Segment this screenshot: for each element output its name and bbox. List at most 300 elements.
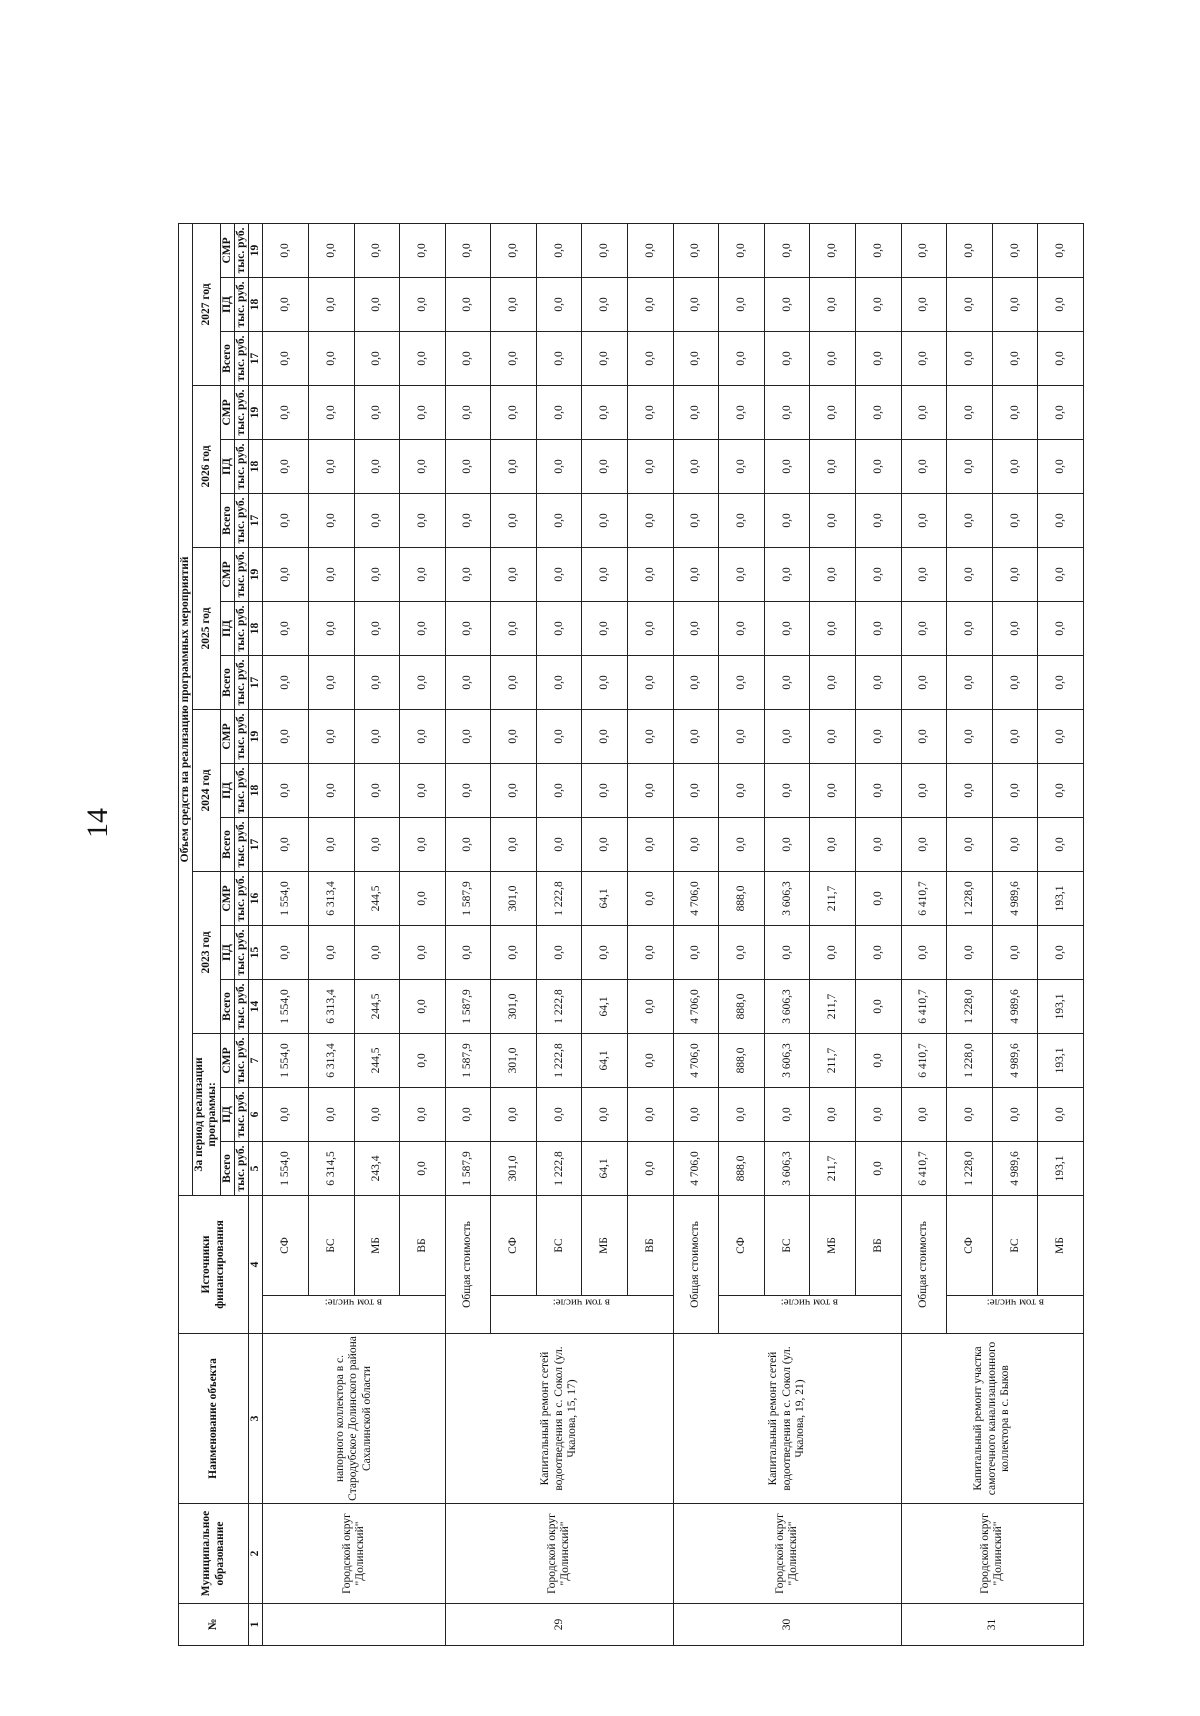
value-cell: 0,0 (400, 277, 446, 331)
value-cell: 1 222,8 (536, 979, 582, 1033)
header-row-1 (179, 61, 193, 1645)
value-cell: 0,0 (354, 763, 400, 817)
value-cell: 0,0 (536, 331, 582, 385)
page-number: 14 (81, 808, 114, 838)
value-cell: 0,0 (263, 655, 309, 709)
value-cell: 0,0 (719, 223, 765, 277)
header-sub-sub_2025-2: СМР (220, 547, 234, 601)
value-cell: 0,0 (628, 601, 674, 655)
value-cell: 0,0 (354, 601, 400, 655)
total-label: Общая стоимость (445, 1195, 491, 1333)
value-cell: 0,0 (1038, 709, 1084, 763)
header-sub-sub_2026-1: ПД (220, 439, 234, 493)
municipality-cell: Городской округ "Долинский" (263, 1504, 445, 1604)
value-cell: 0,0 (856, 817, 902, 871)
municipality-cell: Городской округ "Долинский" (445, 1504, 673, 1604)
header-unit: тыс. руб. (234, 223, 248, 277)
value-cell: 0,0 (1038, 655, 1084, 709)
value-cell: 0,0 (810, 439, 856, 493)
value-cell: 64,1 (582, 871, 628, 925)
value-cell: 0,0 (582, 655, 628, 709)
value-cell: 0,0 (856, 1087, 902, 1141)
value-cell: 1 228,0 (947, 979, 993, 1033)
value-cell: 0,0 (354, 1087, 400, 1141)
value-cell: 0,0 (445, 331, 491, 385)
value-cell: 0,0 (901, 547, 947, 601)
value-cell: 0,0 (400, 223, 446, 277)
value-cell: 0,0 (810, 385, 856, 439)
value-cell: 0,0 (628, 493, 674, 547)
value-cell: 0,0 (901, 655, 947, 709)
value-cell: 1 554,0 (263, 979, 309, 1033)
value-cell: 0,0 (810, 277, 856, 331)
value-cell: 0,0 (901, 439, 947, 493)
header-unit: тыс. руб. (234, 979, 248, 1033)
value-cell: 0,0 (764, 925, 810, 979)
municipality-cell: Городской округ "Долинский" (673, 1504, 901, 1604)
value-cell: 6 314,5 (308, 1141, 354, 1195)
value-cell: 0,0 (536, 655, 582, 709)
value-cell: 0,0 (582, 439, 628, 493)
value-cell: 0,0 (263, 223, 309, 277)
value-cell: 0,0 (856, 655, 902, 709)
value-cell: 1 587,9 (445, 1033, 491, 1087)
value-cell: 0,0 (764, 655, 810, 709)
value-cell: 0,0 (947, 925, 993, 979)
rotated-table-wrapper (178, 64, 1084, 1646)
header-sub-sub_period-2: СМР (220, 1033, 234, 1087)
column-number: 19 (249, 547, 263, 601)
header-sub-sub_2025-1: ПД (220, 601, 234, 655)
value-cell: 0,0 (354, 223, 400, 277)
value-cell: 0,0 (536, 763, 582, 817)
value-cell: 0,0 (536, 925, 582, 979)
header-sub-sub_2023-1: ПД (220, 925, 234, 979)
value-cell: 0,0 (628, 655, 674, 709)
value-cell: 0,0 (628, 1033, 674, 1087)
value-cell: 3 606,3 (764, 871, 810, 925)
value-cell: 4 989,6 (992, 871, 1038, 925)
value-cell: 0,0 (628, 817, 674, 871)
row-number: 31 (901, 1604, 1083, 1646)
header-object: Наименование объекта (179, 1334, 249, 1504)
value-cell: 0,0 (947, 385, 993, 439)
source-code: МБ (582, 1195, 628, 1295)
total-label: Общая стоимость (901, 1195, 947, 1333)
row-number: 30 (673, 1604, 901, 1646)
value-cell: 0,0 (354, 655, 400, 709)
including-label (491, 1296, 673, 1334)
column-number: 6 (249, 1087, 263, 1141)
value-cell: 1 222,8 (536, 1141, 582, 1195)
value-cell: 0,0 (536, 277, 582, 331)
value-cell: 0,0 (856, 979, 902, 1033)
header-sub-sub_2027-0: Всего (220, 331, 234, 385)
value-cell: 0,0 (992, 277, 1038, 331)
value-cell: 3 606,3 (764, 1033, 810, 1087)
value-cell: 0,0 (582, 601, 628, 655)
value-cell: 0,0 (1038, 1087, 1084, 1141)
value-cell: 0,0 (856, 439, 902, 493)
value-cell: 211,7 (810, 1141, 856, 1195)
value-cell: 0,0 (628, 709, 674, 763)
column-number: 19 (249, 385, 263, 439)
value-cell: 0,0 (491, 709, 537, 763)
value-cell: 0,0 (992, 601, 1038, 655)
header-unit: тыс. руб. (234, 1141, 248, 1195)
value-cell: 0,0 (901, 817, 947, 871)
value-cell: 193,1 (1038, 871, 1084, 925)
value-cell: 4 706,0 (673, 871, 719, 925)
value-cell: 0,0 (308, 331, 354, 385)
value-cell: 0,0 (628, 871, 674, 925)
value-cell: 301,0 (491, 979, 537, 1033)
value-cell: 0,0 (582, 277, 628, 331)
column-number: 2 (249, 1504, 263, 1604)
value-cell: 0,0 (263, 817, 309, 871)
header-sub-sub_2027-2: СМР (220, 223, 234, 277)
value-cell: 0,0 (901, 601, 947, 655)
value-cell: 1 587,9 (445, 979, 491, 1033)
header-unit: тыс. руб. (234, 601, 248, 655)
column-number: 15 (249, 925, 263, 979)
value-cell: 0,0 (719, 763, 765, 817)
value-cell: 0,0 (901, 763, 947, 817)
value-cell: 0,0 (947, 1087, 993, 1141)
table-row (263, 61, 309, 1645)
value-cell: 301,0 (491, 1141, 537, 1195)
value-cell: 0,0 (400, 331, 446, 385)
value-cell: 0,0 (992, 1087, 1038, 1141)
value-cell: 0,0 (719, 925, 765, 979)
value-cell: 0,0 (947, 493, 993, 547)
value-cell: 0,0 (992, 655, 1038, 709)
value-cell: 0,0 (719, 1087, 765, 1141)
header-period: За период реализации программы: (193, 1033, 220, 1195)
value-cell: 0,0 (354, 817, 400, 871)
value-cell: 0,0 (810, 331, 856, 385)
value-cell: 0,0 (810, 925, 856, 979)
value-cell: 0,0 (673, 655, 719, 709)
value-cell: 1 228,0 (947, 1033, 993, 1087)
value-cell: 0,0 (308, 547, 354, 601)
value-cell: 193,1 (1038, 1141, 1084, 1195)
header-sub-sub_2026-2: СМР (220, 385, 234, 439)
value-cell: 0,0 (810, 709, 856, 763)
value-cell: 888,0 (719, 1141, 765, 1195)
value-cell: 0,0 (354, 439, 400, 493)
value-cell: 0,0 (947, 709, 993, 763)
value-cell: 1 228,0 (947, 871, 993, 925)
value-cell: 0,0 (992, 439, 1038, 493)
value-cell: 211,7 (810, 1033, 856, 1087)
object-name-cell: Капитальный ремонт сетей водоотведения в с. Сокол (ул. Чкалова, 19, 21) (673, 1334, 901, 1504)
value-cell: 0,0 (400, 763, 446, 817)
value-cell: 0,0 (947, 763, 993, 817)
source-code: СФ (947, 1195, 993, 1295)
value-cell: 4 989,6 (992, 979, 1038, 1033)
value-cell: 0,0 (400, 493, 446, 547)
value-cell: 0,0 (263, 385, 309, 439)
value-cell: 0,0 (491, 223, 537, 277)
value-cell: 0,0 (901, 1087, 947, 1141)
column-number: 7 (249, 1033, 263, 1087)
value-cell: 0,0 (491, 439, 537, 493)
header-sub-sub_2024-1: ПД (220, 763, 234, 817)
value-cell: 0,0 (947, 601, 993, 655)
value-cell: 0,0 (673, 925, 719, 979)
value-cell: 0,0 (719, 493, 765, 547)
value-cell: 0,0 (445, 385, 491, 439)
value-cell: 0,0 (582, 385, 628, 439)
header-sources: Источники финансирования (179, 1195, 249, 1333)
header-unit: тыс. руб. (234, 493, 248, 547)
value-cell: 211,7 (810, 979, 856, 1033)
column-number: 17 (249, 493, 263, 547)
value-cell: 0,0 (719, 385, 765, 439)
value-cell: 1 222,8 (536, 1033, 582, 1087)
value-cell: 301,0 (491, 1033, 537, 1087)
value-cell: 0,0 (992, 223, 1038, 277)
value-cell: 0,0 (856, 1141, 902, 1195)
value-cell: 0,0 (856, 493, 902, 547)
value-cell: 0,0 (445, 709, 491, 763)
value-cell: 0,0 (536, 601, 582, 655)
row-number: 29 (445, 1604, 673, 1646)
value-cell: 4 706,0 (673, 1033, 719, 1087)
value-cell: 0,0 (856, 709, 902, 763)
value-cell: 0,0 (445, 223, 491, 277)
value-cell: 888,0 (719, 1033, 765, 1087)
including-label (719, 1296, 901, 1334)
value-cell: 0,0 (719, 601, 765, 655)
value-cell: 0,0 (308, 385, 354, 439)
value-cell: 0,0 (400, 385, 446, 439)
value-cell: 0,0 (400, 709, 446, 763)
value-cell: 0,0 (810, 1087, 856, 1141)
value-cell: 0,0 (764, 439, 810, 493)
value-cell: 6 410,7 (901, 979, 947, 1033)
value-cell: 0,0 (810, 547, 856, 601)
value-cell: 0,0 (536, 493, 582, 547)
header-sub-sub_period-0: Всего (220, 1141, 234, 1195)
value-cell: 0,0 (491, 493, 537, 547)
value-cell: 0,0 (491, 601, 537, 655)
header-unit: тыс. руб. (234, 331, 248, 385)
value-cell: 0,0 (901, 277, 947, 331)
column-number: 18 (249, 277, 263, 331)
column-number: 1 (249, 1604, 263, 1646)
value-cell: 0,0 (445, 493, 491, 547)
value-cell: 0,0 (263, 709, 309, 763)
value-cell: 0,0 (445, 817, 491, 871)
value-cell: 0,0 (536, 1087, 582, 1141)
source-code: СФ (719, 1195, 765, 1295)
value-cell: 4 989,6 (992, 1141, 1038, 1195)
column-number: 18 (249, 601, 263, 655)
value-cell: 0,0 (582, 709, 628, 763)
value-cell: 0,0 (673, 547, 719, 601)
value-cell: 0,0 (901, 709, 947, 763)
value-cell: 0,0 (1038, 331, 1084, 385)
value-cell: 0,0 (400, 817, 446, 871)
value-cell: 0,0 (947, 547, 993, 601)
value-cell: 0,0 (354, 385, 400, 439)
value-cell: 1 554,0 (263, 871, 309, 925)
value-cell: 0,0 (673, 439, 719, 493)
value-cell: 0,0 (673, 385, 719, 439)
value-cell: 0,0 (673, 709, 719, 763)
value-cell: 0,0 (856, 1033, 902, 1087)
value-cell: 0,0 (719, 709, 765, 763)
value-cell: 0,0 (1038, 817, 1084, 871)
value-cell: 0,0 (856, 385, 902, 439)
including-label (947, 1296, 1084, 1334)
value-cell: 0,0 (400, 655, 446, 709)
value-cell: 0,0 (400, 979, 446, 1033)
source-code: БС (764, 1195, 810, 1295)
value-cell: 0,0 (400, 1141, 446, 1195)
value-cell: 0,0 (856, 331, 902, 385)
table-body (263, 61, 1084, 1645)
source-code: ВБ (628, 1195, 674, 1295)
column-number: 17 (249, 817, 263, 871)
value-cell: 243,4 (354, 1141, 400, 1195)
value-cell: 0,0 (810, 655, 856, 709)
value-cell: 0,0 (719, 547, 765, 601)
value-cell: 0,0 (673, 601, 719, 655)
value-cell: 0,0 (536, 385, 582, 439)
value-cell: 0,0 (491, 817, 537, 871)
value-cell: 0,0 (491, 763, 537, 817)
value-cell: 244,5 (354, 1033, 400, 1087)
value-cell: 6 410,7 (901, 1033, 947, 1087)
value-cell: 0,0 (1038, 493, 1084, 547)
source-code: ВБ (856, 1195, 902, 1295)
value-cell: 0,0 (536, 817, 582, 871)
value-cell: 0,0 (400, 871, 446, 925)
value-cell: 0,0 (628, 1141, 674, 1195)
value-cell: 6 313,4 (308, 1033, 354, 1087)
value-cell: 211,7 (810, 871, 856, 925)
value-cell: 0,0 (582, 925, 628, 979)
value-cell: 0,0 (308, 439, 354, 493)
value-cell: 0,0 (354, 277, 400, 331)
header-unit: тыс. руб. (234, 1033, 248, 1087)
value-cell: 0,0 (263, 277, 309, 331)
column-number: 18 (249, 439, 263, 493)
header-year-2026: 2026 год (193, 385, 220, 547)
value-cell: 0,0 (263, 763, 309, 817)
header-unit: тыс. руб. (234, 871, 248, 925)
value-cell: 0,0 (673, 763, 719, 817)
value-cell: 1 554,0 (263, 1141, 309, 1195)
header-year-2027: 2027 год (193, 223, 220, 385)
value-cell: 0,0 (992, 763, 1038, 817)
value-cell: 0,0 (947, 331, 993, 385)
object-name-cell: Капитальный ремонт участка самотечного канализационного коллектора в с. Быков (901, 1334, 1083, 1504)
value-cell: 0,0 (719, 277, 765, 331)
header-sub-sub_2023-2: СМР (220, 871, 234, 925)
object-name-cell: Капитальный ремонт сетей водоотведения в с. Сокол (ул. Чкалова, 15, 17) (445, 1334, 673, 1504)
value-cell: 0,0 (856, 223, 902, 277)
value-cell: 0,0 (445, 439, 491, 493)
value-cell: 0,0 (673, 331, 719, 385)
table-row (673, 61, 719, 1645)
value-cell: 0,0 (263, 331, 309, 385)
value-cell: 64,1 (582, 1033, 628, 1087)
value-cell: 193,1 (1038, 1033, 1084, 1087)
table-row (901, 61, 947, 1645)
value-cell: 0,0 (856, 277, 902, 331)
value-cell: 0,0 (719, 439, 765, 493)
value-cell: 0,0 (582, 493, 628, 547)
value-cell: 0,0 (445, 655, 491, 709)
column-number: 14 (249, 979, 263, 1033)
value-cell: 0,0 (491, 655, 537, 709)
value-cell: 0,0 (764, 817, 810, 871)
column-number: 3 (249, 1334, 263, 1504)
header-num: № (179, 1604, 249, 1646)
source-code: ВБ (400, 1195, 446, 1295)
value-cell: 0,0 (400, 1087, 446, 1141)
header-unit: тыс. руб. (234, 277, 248, 331)
value-cell: 0,0 (582, 547, 628, 601)
value-cell: 0,0 (764, 223, 810, 277)
value-cell: 0,0 (719, 817, 765, 871)
value-cell: 0,0 (628, 1087, 674, 1141)
value-cell: 0,0 (582, 817, 628, 871)
value-cell: 0,0 (263, 547, 309, 601)
header-unit: тыс. руб. (234, 439, 248, 493)
including-text: в том числе: (986, 1296, 1044, 1309)
value-cell: 888,0 (719, 871, 765, 925)
value-cell: 244,5 (354, 979, 400, 1033)
value-cell: 0,0 (308, 709, 354, 763)
value-cell: 0,0 (1038, 277, 1084, 331)
value-cell: 888,0 (719, 979, 765, 1033)
value-cell: 0,0 (354, 925, 400, 979)
header-sub-sub_2024-2: СМР (220, 709, 234, 763)
value-cell: 0,0 (445, 277, 491, 331)
header-unit: тыс. руб. (234, 655, 248, 709)
value-cell: 0,0 (445, 763, 491, 817)
value-cell: 0,0 (992, 547, 1038, 601)
value-cell: 0,0 (308, 601, 354, 655)
value-cell: 1 228,0 (947, 1141, 993, 1195)
value-cell: 0,0 (764, 547, 810, 601)
value-cell: 0,0 (445, 1087, 491, 1141)
value-cell: 0,0 (354, 331, 400, 385)
value-cell: 0,0 (992, 331, 1038, 385)
value-cell: 0,0 (308, 817, 354, 871)
header-unit: тыс. руб. (234, 1087, 248, 1141)
value-cell: 0,0 (719, 655, 765, 709)
column-number: 4 (249, 1195, 263, 1333)
value-cell: 0,0 (1038, 439, 1084, 493)
value-cell: 64,1 (582, 979, 628, 1033)
source-code: БС (536, 1195, 582, 1295)
value-cell: 0,0 (491, 547, 537, 601)
value-cell: 0,0 (582, 331, 628, 385)
column-number: 17 (249, 331, 263, 385)
value-cell: 0,0 (308, 1087, 354, 1141)
value-cell: 0,0 (1038, 601, 1084, 655)
value-cell: 0,0 (947, 223, 993, 277)
header-year-2025: 2025 год (193, 547, 220, 709)
value-cell: 0,0 (673, 277, 719, 331)
value-cell: 0,0 (400, 547, 446, 601)
